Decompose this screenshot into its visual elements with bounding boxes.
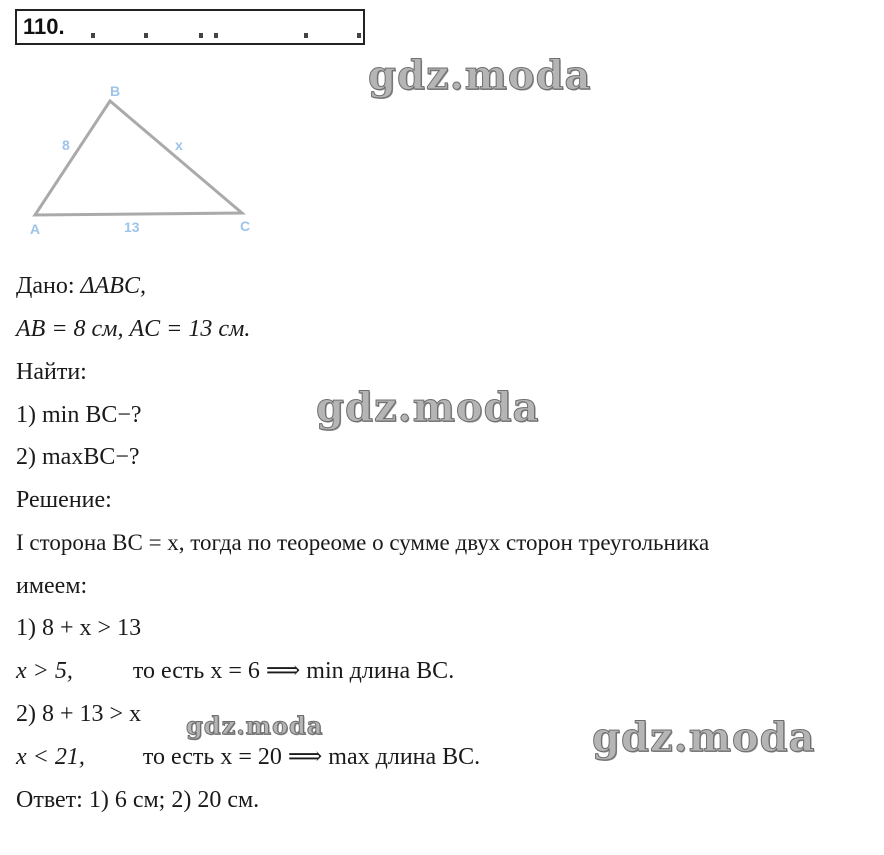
given-label: Дано:: [16, 273, 81, 299]
triangle-figure: [20, 78, 270, 238]
step-1-conclusion: то есть x = 6 ⟹ min длина BC.: [132, 658, 455, 684]
header-title-fragments: [89, 33, 359, 39]
vertex-c-label: C: [240, 218, 251, 234]
side-ac-label: 13: [124, 219, 140, 235]
solution-step-2-result: [16, 742, 480, 772]
solution-line-1: I сторона BC = x, тогда по теореоме о сумме двух сторон треугольника: [16, 530, 710, 555]
watermark: gdz.moda: [316, 384, 540, 431]
find-item-2: 2) maxBC−?: [16, 444, 140, 470]
watermark: gdz.moda: [592, 714, 816, 761]
solution-line-2: имеем:: [16, 573, 88, 599]
watermark: gdz.moda: [186, 711, 324, 740]
task-number: 110.: [23, 14, 65, 39]
vertex-a-label: A: [30, 221, 41, 237]
step-2-conclusion: то есть x = 20 ⟹ max длина BC.: [142, 744, 481, 770]
side-ab-label: 8: [62, 137, 70, 153]
step-1-inequality: x > 5,: [16, 658, 73, 684]
side-bc-label: x: [175, 137, 183, 153]
task-header-box: [15, 9, 365, 45]
answer-line: Ответ: 1) 6 см; 2) 20 см.: [16, 787, 260, 813]
triangle-shape: [35, 101, 242, 215]
solution-step-1: 1) 8 + x > 13: [16, 615, 142, 641]
given-line-2: AB = 8 см, AC = 13 см.: [16, 316, 251, 342]
find-title: Найти:: [16, 359, 87, 385]
step-2-inequality: x < 21,: [16, 744, 85, 770]
solution-title: Решение:: [16, 487, 112, 513]
find-item-1: 1) min BC−?: [16, 402, 142, 428]
given-triangle: ΔABC,: [80, 273, 146, 299]
solution-step-1-result: [16, 656, 454, 686]
solution-step-2: 2) 8 + 13 > x: [16, 701, 142, 727]
vertex-b-label: B: [110, 83, 121, 99]
watermark: gdz.moda: [368, 52, 592, 99]
given-line-1: [16, 271, 146, 301]
